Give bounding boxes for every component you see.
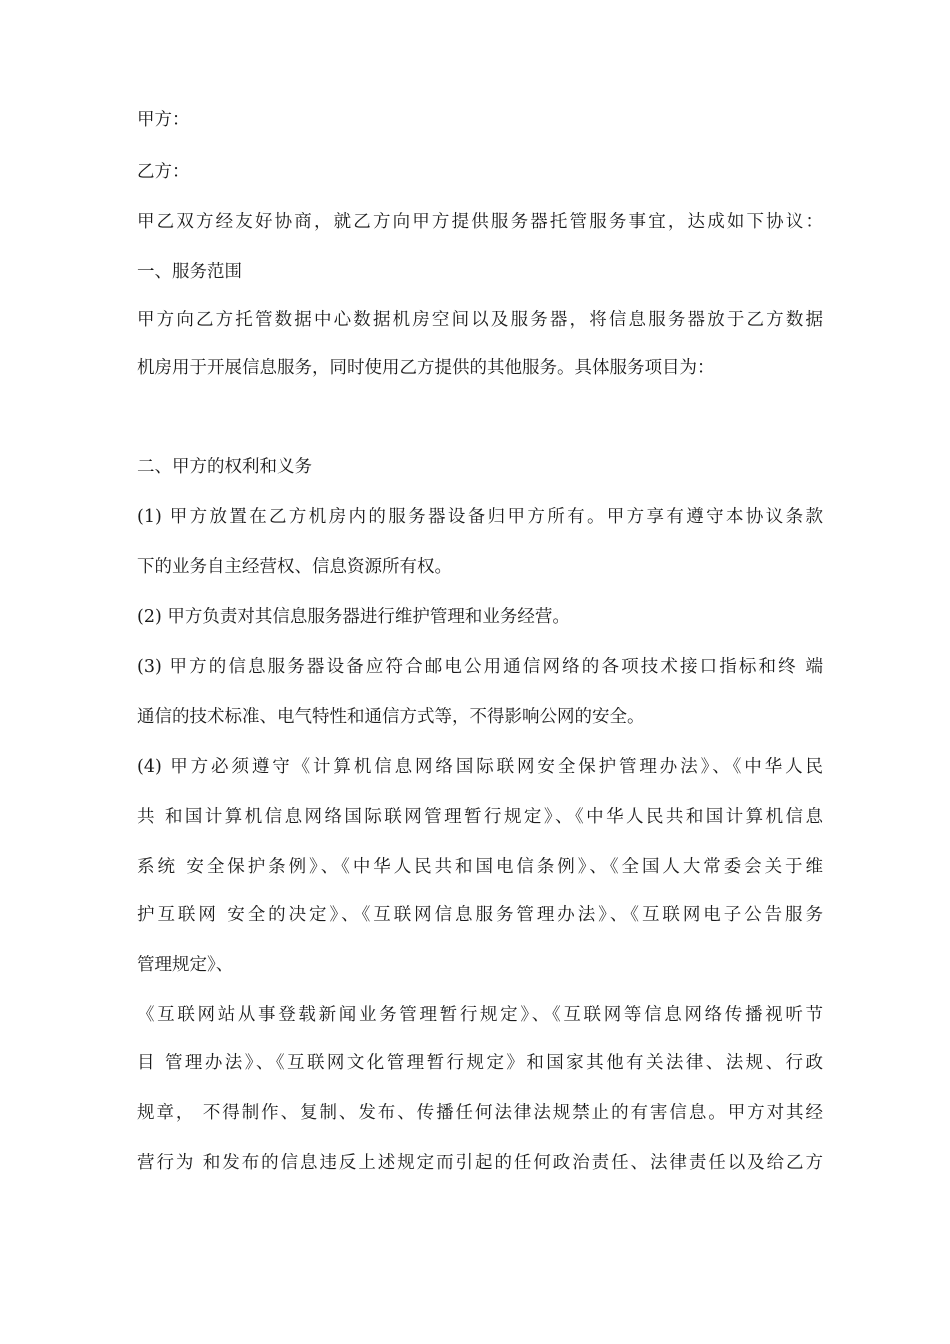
intro-paragraph: 甲乙双方经友好协商，就乙方向甲方提供服务器托管服务事宜，达成如下协议： [137, 212, 823, 232]
section-1-text-line: 甲方向乙方托管数据中心数据机房空间以及服务器，将信息服务器放于乙方数据 [137, 310, 823, 330]
clause-1-line: (1) 甲方放置在乙方机房内的服务器设备归甲方所有。甲方享有遵守本协议条款 [137, 507, 823, 527]
clause-4-line: 目 管理办法》、《互联网文化管理暂行规定》和国家其他有关法律、法规、行政 [137, 1053, 823, 1073]
clause-1-line: 下的业务自主经营权、信息资源所有权。 [137, 557, 452, 577]
section-2-heading: 二、甲方的权利和义务 [137, 457, 312, 477]
clause-2-line: (2) 甲方负责对其信息服务器进行维护管理和业务经营。 [137, 607, 570, 627]
clause-4-line: 系统 安全保护条例》、《中华人民共和国电信条例》、《全国人大常委会关于维 [137, 857, 823, 877]
clause-4-line: 管理规定》、 [137, 955, 234, 975]
clause-4-line: 营行为 和发布的信息违反上述规定而引起的任何政治责任、法律责任以及给乙方 [137, 1153, 823, 1173]
clause-4-line: 护互联网 安全的决定》、《互联网信息服务管理办法》、《互联网电子公告服务 [137, 905, 823, 925]
clause-3-line: (3) 甲方的信息服务器设备应符合邮电公用通信网络的各项技术接口指标和终 端 [137, 657, 823, 677]
section-1-text-line: 机房用于开展信息服务，同时使用乙方提供的其他服务。具体服务项目为： [137, 358, 715, 378]
section-1-heading: 一、服务范围 [137, 262, 242, 282]
clause-4-line: 共 和国计算机信息网络国际联网管理暂行规定》、《中华人民共和国计算机信息 [137, 807, 823, 827]
clause-3-line: 通信的技术标准、电气特性和通信方式等，不得影响公网的安全。 [137, 707, 645, 727]
clause-4-line: (4) 甲方必须遵守《计算机信息网络国际联网安全保护管理办法》、《中华人民 [137, 757, 823, 777]
party-b-label: 乙方： [137, 162, 190, 182]
party-a-label: 甲方： [137, 110, 190, 130]
clause-4-line: 规章， 不得制作、复制、发布、传播任何法律法规禁止的有害信息。甲方对其经 [137, 1103, 823, 1123]
clause-4-line: 《互联网站从事登载新闻业务管理暂行规定》、《互联网等信息网络传播视听节 [137, 1005, 823, 1025]
